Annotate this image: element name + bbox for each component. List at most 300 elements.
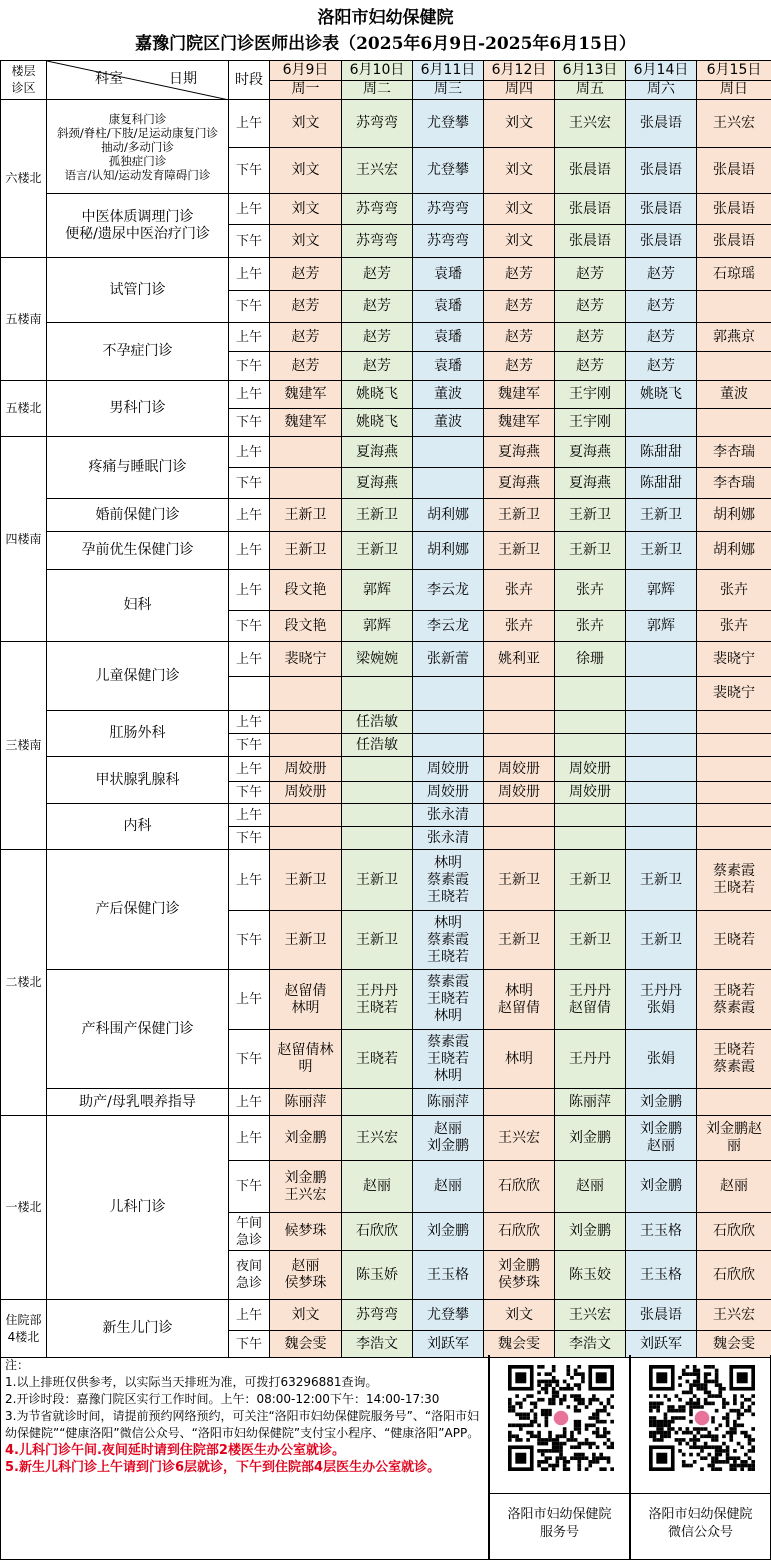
doctor-cell: 张晨语 bbox=[626, 225, 697, 258]
doctor-cell: 张晨语 bbox=[555, 225, 626, 258]
doctor-cell: 张晨语 bbox=[626, 1300, 697, 1331]
doctor-cell: 夏海燕 bbox=[484, 468, 555, 499]
doctor-cell bbox=[342, 804, 413, 827]
dept-label: 科室 bbox=[95, 71, 123, 87]
doctor-cell: 魏会雯 bbox=[697, 1331, 771, 1358]
doctor-cell: 赵丽 bbox=[342, 1161, 413, 1213]
doctor-cell: 刘金鹏 bbox=[555, 1116, 626, 1161]
floor-cell: 二楼北 bbox=[1, 850, 47, 1116]
doctor-cell: 夏海燕 bbox=[484, 437, 555, 468]
doctor-cell bbox=[697, 757, 771, 782]
table-row bbox=[1, 970, 771, 1030]
doctor-cell: 陈甜甜 bbox=[626, 468, 697, 499]
period-cell: 上午 bbox=[229, 381, 270, 409]
dept-cell: 男科门诊 bbox=[47, 381, 229, 437]
date-header: 6月14日 bbox=[626, 61, 697, 81]
dept-cell: 甲状腺乳腺科 bbox=[47, 757, 229, 804]
period-cell: 下午 bbox=[229, 782, 270, 804]
doctor-cell bbox=[342, 757, 413, 782]
period-cell: 下午 bbox=[229, 911, 270, 970]
doctor-cell: 张晨语 bbox=[697, 225, 771, 258]
weekday-header: 周二 bbox=[342, 80, 413, 100]
dept-cell: 儿科门诊 bbox=[47, 1116, 229, 1300]
doctor-cell bbox=[697, 352, 771, 381]
doctor-cell: 赵芳 bbox=[342, 291, 413, 323]
qr-service-caption: 洛阳市妇幼保健院 服务号 bbox=[490, 1493, 629, 1560]
qr-code-icon bbox=[508, 1365, 614, 1471]
weekday-header: 周三 bbox=[413, 80, 484, 100]
dept-date-header bbox=[47, 61, 229, 100]
doctor-cell: 李杏瑞 bbox=[697, 437, 771, 468]
doctor-cell bbox=[270, 437, 342, 468]
doctor-cell: 张晨语 bbox=[697, 148, 771, 194]
period-cell: 下午 bbox=[229, 1331, 270, 1358]
doctor-cell: 刘金鹏 bbox=[626, 1161, 697, 1213]
doctor-cell: 陈丽萍 bbox=[555, 1089, 626, 1116]
doctor-cell: 王丹丹 bbox=[555, 1030, 626, 1089]
period-cell: 上午 bbox=[229, 1300, 270, 1331]
doctor-cell: 赵芳 bbox=[270, 291, 342, 323]
doctor-cell: 袁璠 bbox=[413, 291, 484, 323]
notes-heading: 注： bbox=[5, 1358, 30, 1372]
doctor-cell: 张卉 bbox=[484, 570, 555, 611]
table-row bbox=[1, 804, 771, 827]
date-header: 6月10日 bbox=[342, 61, 413, 81]
doctor-cell: 刘文 bbox=[270, 148, 342, 194]
period-cell: 上午 bbox=[229, 437, 270, 468]
period-cell: 下午 bbox=[229, 409, 270, 437]
doctor-cell: 王新卫 bbox=[342, 532, 413, 570]
doctor-cell bbox=[626, 827, 697, 850]
doctor-cell bbox=[484, 804, 555, 827]
doctor-cell: 姚晓飞 bbox=[342, 381, 413, 409]
doctor-cell: 林明 蔡素霞 王晓若 bbox=[413, 850, 484, 911]
doctor-cell: 刘文 bbox=[270, 225, 342, 258]
doctor-cell: 赵芳 bbox=[626, 258, 697, 291]
doctor-cell: 赵丽 bbox=[555, 1161, 626, 1213]
doctor-cell bbox=[555, 804, 626, 827]
weekday-header: 周六 bbox=[626, 80, 697, 100]
note-5: 5.新生儿科门诊上午请到门诊6层就诊，下午到住院部4层医生办公室就诊。 bbox=[5, 1460, 441, 1475]
period-cell: 下午 bbox=[229, 611, 270, 642]
doctor-cell bbox=[413, 711, 484, 734]
dept-cell: 新生儿门诊 bbox=[47, 1300, 229, 1358]
doctor-cell: 林明 赵留倩 bbox=[484, 970, 555, 1030]
weekday-header: 周日 bbox=[697, 80, 771, 100]
doctor-cell: 王丹丹 王晓若 bbox=[342, 970, 413, 1030]
doctor-cell bbox=[270, 827, 342, 850]
doctor-cell: 王新卫 bbox=[555, 499, 626, 532]
doctor-cell: 石琼瑶 bbox=[697, 258, 771, 291]
doctor-cell: 赵芳 bbox=[342, 258, 413, 291]
doctor-cell: 刘跃军 bbox=[413, 1331, 484, 1358]
doctor-cell: 魏建军 bbox=[484, 409, 555, 437]
doctor-cell: 张卉 bbox=[697, 611, 771, 642]
doctor-cell: 裴晓宁 bbox=[270, 642, 342, 677]
doctor-cell: 王新卫 bbox=[270, 532, 342, 570]
floor-cell: 六楼北 bbox=[1, 100, 47, 258]
doctor-cell: 李杏瑞 bbox=[697, 468, 771, 499]
doctor-cell: 赵芳 bbox=[484, 291, 555, 323]
doctor-cell: 王晓若 蔡素霞 bbox=[697, 970, 771, 1030]
doctor-cell: 张永清 bbox=[413, 804, 484, 827]
doctor-cell: 林明 蔡素霞 王晓若 bbox=[413, 911, 484, 970]
doctor-cell: 陈丽萍 bbox=[270, 1089, 342, 1116]
period-cell: 上午 bbox=[229, 757, 270, 782]
doctor-cell bbox=[555, 677, 626, 711]
period-cell: 上午 bbox=[229, 1116, 270, 1161]
doctor-cell: 任浩敏 bbox=[342, 711, 413, 734]
doctor-cell: 袁璠 bbox=[413, 352, 484, 381]
doctor-cell: 胡利娜 bbox=[697, 532, 771, 570]
period-cell: 上午 bbox=[229, 258, 270, 291]
doctor-cell bbox=[697, 804, 771, 827]
doctor-cell: 魏建军 bbox=[270, 409, 342, 437]
doctor-cell: 裴晓宁 bbox=[697, 677, 771, 711]
period-header: 时段 bbox=[229, 61, 270, 100]
doctor-cell: 张卉 bbox=[697, 570, 771, 611]
doctor-cell bbox=[555, 827, 626, 850]
floor-cell: 一楼北 bbox=[1, 1116, 47, 1300]
date-header: 6月12日 bbox=[484, 61, 555, 81]
doctor-cell: 姚晓飞 bbox=[626, 381, 697, 409]
doctor-cell: 王新卫 bbox=[626, 532, 697, 570]
note-1: 1.以上排班仅供参考，以实际当天排班为准，可拨打63296881查询。 bbox=[5, 1375, 378, 1389]
period-cell: 下午 bbox=[229, 734, 270, 757]
dept-cell: 妇科 bbox=[47, 570, 229, 642]
doctor-cell: 赵芳 bbox=[270, 258, 342, 291]
table-row bbox=[1, 100, 771, 148]
doctor-cell: 梁婉婉 bbox=[342, 642, 413, 677]
doctor-cell: 刘文 bbox=[270, 100, 342, 148]
period-cell: 上午 bbox=[229, 804, 270, 827]
doctor-cell: 蔡素霞 王晓若 林明 bbox=[413, 1030, 484, 1089]
doctor-cell: 王新卫 bbox=[626, 911, 697, 970]
doctor-cell: 刘金鹏 王兴宏 bbox=[270, 1161, 342, 1213]
floor-header: 楼层 诊区 bbox=[1, 61, 47, 100]
doctor-cell: 赵芳 bbox=[270, 352, 342, 381]
dept-cell: 产后保健门诊 bbox=[47, 850, 229, 970]
dept-cell: 肛肠外科 bbox=[47, 711, 229, 757]
doctor-cell: 周姣册 bbox=[413, 757, 484, 782]
doctor-cell: 苏弯弯 bbox=[413, 194, 484, 225]
dept-cell: 康复科门诊 斜颈/脊柱/下肢/足运动康复门诊 抽动/多动门诊 孤独症门诊 语言/认知/运动发育障碍门诊 bbox=[47, 100, 229, 194]
qr-wechat-account bbox=[630, 1355, 771, 1560]
doctor-cell: 刘文 bbox=[484, 1300, 555, 1331]
period-cell: 下午 bbox=[229, 148, 270, 194]
weekday-header: 周一 bbox=[270, 80, 342, 100]
date-label: 日期 bbox=[169, 71, 197, 87]
doctor-cell: 王晓若 bbox=[697, 911, 771, 970]
doctor-cell: 郭辉 bbox=[626, 611, 697, 642]
doctor-cell: 陈丽萍 bbox=[413, 1089, 484, 1116]
doctor-cell: 王新卫 bbox=[484, 532, 555, 570]
doctor-cell: 赵芳 bbox=[270, 323, 342, 352]
doctor-cell: 石欣欣 bbox=[342, 1213, 413, 1251]
doctor-cell bbox=[413, 468, 484, 499]
doctor-cell: 赵芳 bbox=[555, 291, 626, 323]
period-cell: 夜间 急诊 bbox=[229, 1251, 270, 1300]
doctor-cell: 刘金鹏 侯梦珠 bbox=[484, 1251, 555, 1300]
doctor-cell: 刘金鹏 赵丽 bbox=[626, 1116, 697, 1161]
doctor-cell: 张永清 bbox=[413, 827, 484, 850]
doctor-cell: 张晨语 bbox=[555, 194, 626, 225]
table-row bbox=[1, 499, 771, 532]
doctor-cell: 张晨语 bbox=[697, 194, 771, 225]
period-cell: 下午 bbox=[229, 225, 270, 258]
doctor-cell: 魏会雯 bbox=[270, 1331, 342, 1358]
doctor-cell: 石欣欣 bbox=[697, 1251, 771, 1300]
doctor-cell: 林明 bbox=[484, 1030, 555, 1089]
doctor-cell bbox=[342, 1089, 413, 1116]
doctor-cell: 赵丽 bbox=[697, 1161, 771, 1213]
doctor-cell: 赵芳 bbox=[484, 258, 555, 291]
doctor-cell bbox=[555, 734, 626, 757]
doctor-cell bbox=[270, 804, 342, 827]
period-cell: 下午 bbox=[229, 468, 270, 499]
schedule-table bbox=[0, 60, 771, 1358]
doctor-cell: 石欣欣 bbox=[484, 1213, 555, 1251]
doctor-cell bbox=[626, 711, 697, 734]
doctor-cell: 周姣册 bbox=[413, 782, 484, 804]
doctor-cell: 蔡素霞 王晓若 bbox=[697, 850, 771, 911]
doctor-cell bbox=[270, 468, 342, 499]
doctor-cell: 张晨语 bbox=[626, 194, 697, 225]
table-row bbox=[1, 437, 771, 468]
dept-cell: 内科 bbox=[47, 804, 229, 850]
period-cell: 上午 bbox=[229, 499, 270, 532]
doctor-cell: 周姣册 bbox=[270, 757, 342, 782]
qr-code-icon bbox=[649, 1365, 755, 1471]
dept-cell: 试管门诊 bbox=[47, 258, 229, 323]
doctor-cell: 董波 bbox=[697, 381, 771, 409]
page-subtitle: 嘉豫门院区门诊医师出诊表（2025年6月9日-2025年6月15日） bbox=[135, 34, 636, 54]
doctor-cell: 赵芳 bbox=[555, 352, 626, 381]
doctor-cell: 张卉 bbox=[484, 611, 555, 642]
doctor-cell bbox=[484, 734, 555, 757]
doctor-cell: 郭辉 bbox=[342, 570, 413, 611]
table-row bbox=[1, 757, 771, 782]
doctor-cell bbox=[697, 734, 771, 757]
doctor-cell: 王新卫 bbox=[342, 911, 413, 970]
note-2: 2.开诊时段：嘉豫门院区实行工作时间。上午：08:00-12:00下午：14:00-17:30 bbox=[5, 1392, 440, 1406]
dept-cell: 儿童保健门诊 bbox=[47, 642, 229, 711]
doctor-cell bbox=[413, 677, 484, 711]
period-cell: 上午 bbox=[229, 532, 270, 570]
doctor-cell: 刘文 bbox=[270, 194, 342, 225]
doctor-cell: 王新卫 bbox=[342, 850, 413, 911]
doctor-cell: 赵芳 bbox=[484, 352, 555, 381]
doctor-cell bbox=[626, 734, 697, 757]
doctor-cell: 张晨语 bbox=[555, 148, 626, 194]
period-cell: 上午 bbox=[229, 570, 270, 611]
doctor-cell bbox=[413, 437, 484, 468]
doctor-cell: 赵留倩 林明 bbox=[270, 970, 342, 1030]
note-3: 3.为节省就诊时间，请提前预约网络预约，可关注“洛阳市妇幼保健院服务号”、“洛阳市妇幼保健院”“健康洛阳”微信公众号、“洛阳市妇幼保健院”支付宝小程序、“健康洛阳”APP。 bbox=[5, 1409, 480, 1440]
doctor-cell: 王新卫 bbox=[626, 499, 697, 532]
doctor-cell: 李浩文 bbox=[342, 1331, 413, 1358]
table-row bbox=[1, 1300, 771, 1331]
table-row bbox=[1, 570, 771, 611]
doctor-cell: 赵芳 bbox=[342, 352, 413, 381]
doctor-cell bbox=[270, 711, 342, 734]
doctor-cell: 赵芳 bbox=[555, 323, 626, 352]
doctor-cell: 王新卫 bbox=[555, 532, 626, 570]
doctor-cell: 徐珊 bbox=[555, 642, 626, 677]
dept-cell: 疼痛与睡眠门诊 bbox=[47, 437, 229, 499]
doctor-cell bbox=[626, 782, 697, 804]
doctor-cell: 夏海燕 bbox=[342, 437, 413, 468]
table-row bbox=[1, 194, 771, 225]
doctor-cell: 王兴宏 bbox=[697, 1300, 771, 1331]
doctor-cell: 夏海燕 bbox=[555, 437, 626, 468]
dept-cell: 助产/母乳喂养指导 bbox=[47, 1089, 229, 1116]
date-header: 6月11日 bbox=[413, 61, 484, 81]
doctor-cell: 魏建军 bbox=[270, 381, 342, 409]
doctor-cell: 周姣册 bbox=[270, 782, 342, 804]
doctor-cell: 陈甜甜 bbox=[626, 437, 697, 468]
doctor-cell: 姚利亚 bbox=[484, 642, 555, 677]
note-4: 4.儿科门诊午间.夜间延时请到住院部2楼医生办公室就诊。 bbox=[5, 1443, 345, 1458]
doctor-cell: 石欣欣 bbox=[484, 1161, 555, 1213]
doctor-cell: 王晓若 bbox=[342, 1030, 413, 1089]
weekday-header: 周五 bbox=[555, 80, 626, 100]
doctor-cell: 刘金鹏 bbox=[413, 1213, 484, 1251]
doctor-cell: 刘文 bbox=[484, 100, 555, 148]
doctor-cell: 苏弯弯 bbox=[342, 194, 413, 225]
doctor-cell: 王玉格 bbox=[626, 1251, 697, 1300]
doctor-cell: 郭辉 bbox=[342, 611, 413, 642]
doctor-cell: 蔡素霞 王晓若 林明 bbox=[413, 970, 484, 1030]
doctor-cell: 王兴宏 bbox=[697, 100, 771, 148]
table-row bbox=[1, 1116, 771, 1161]
doctor-cell: 王丹丹 张娟 bbox=[626, 970, 697, 1030]
doctor-cell: 苏弯弯 bbox=[342, 1300, 413, 1331]
period-cell: 下午 bbox=[229, 291, 270, 323]
doctor-cell: 董波 bbox=[413, 409, 484, 437]
page-title: 洛阳市妇幼保健院 bbox=[317, 8, 454, 28]
doctor-cell: 郭燕京 bbox=[697, 323, 771, 352]
table-row bbox=[1, 381, 771, 409]
period-cell: 上午 bbox=[229, 100, 270, 148]
doctor-cell: 王宇刚 bbox=[555, 381, 626, 409]
doctor-cell: 张晨语 bbox=[626, 100, 697, 148]
period-cell: 上午 bbox=[229, 642, 270, 677]
doctor-cell: 王兴宏 bbox=[342, 148, 413, 194]
doctor-cell: 袁璠 bbox=[413, 258, 484, 291]
doctor-cell: 王新卫 bbox=[342, 499, 413, 532]
period-cell bbox=[229, 677, 270, 711]
doctor-cell: 王兴宏 bbox=[484, 1116, 555, 1161]
doctor-cell: 王新卫 bbox=[484, 499, 555, 532]
doctor-cell bbox=[697, 1089, 771, 1116]
doctor-cell: 张娟 bbox=[626, 1030, 697, 1089]
doctor-cell: 周姣册 bbox=[555, 757, 626, 782]
doctor-cell: 刘金鹏 bbox=[270, 1116, 342, 1161]
doctor-cell: 刘文 bbox=[270, 1300, 342, 1331]
date-header: 6月13日 bbox=[555, 61, 626, 81]
doctor-cell bbox=[484, 677, 555, 711]
doctor-cell: 王新卫 bbox=[555, 850, 626, 911]
doctor-cell: 王新卫 bbox=[484, 911, 555, 970]
doctor-cell: 苏弯弯 bbox=[342, 100, 413, 148]
doctor-cell: 候梦珠 bbox=[270, 1213, 342, 1251]
doctor-cell: 尤登攀 bbox=[413, 100, 484, 148]
doctor-cell: 赵丽 刘金鹏 bbox=[413, 1116, 484, 1161]
doctor-cell: 赵芳 bbox=[626, 352, 697, 381]
doctor-cell: 王丹丹 赵留倩 bbox=[555, 970, 626, 1030]
doctor-cell: 郭辉 bbox=[626, 570, 697, 611]
period-cell: 上午 bbox=[229, 850, 270, 911]
doctor-cell: 赵芳 bbox=[484, 323, 555, 352]
doctor-cell: 胡利娜 bbox=[413, 532, 484, 570]
table-row bbox=[1, 711, 771, 734]
doctor-cell: 周姣册 bbox=[484, 757, 555, 782]
table-row bbox=[1, 258, 771, 291]
period-cell: 下午 bbox=[229, 1030, 270, 1089]
doctor-cell bbox=[697, 711, 771, 734]
doctor-cell bbox=[270, 677, 342, 711]
doctor-cell: 王新卫 bbox=[626, 850, 697, 911]
doctor-cell: 刘文 bbox=[484, 194, 555, 225]
doctor-cell: 王玉格 bbox=[626, 1213, 697, 1251]
doctor-cell: 任浩敏 bbox=[342, 734, 413, 757]
doctor-cell bbox=[626, 677, 697, 711]
doctor-cell bbox=[697, 291, 771, 323]
doctor-cell bbox=[626, 642, 697, 677]
doctor-cell bbox=[484, 1089, 555, 1116]
period-cell: 午间 急诊 bbox=[229, 1213, 270, 1251]
doctor-cell: 王兴宏 bbox=[555, 100, 626, 148]
period-cell: 上午 bbox=[229, 323, 270, 352]
doctor-cell: 刘跃军 bbox=[626, 1331, 697, 1358]
dept-cell: 中医体质调理门诊 便秘/遗尿中医治疗门诊 bbox=[47, 194, 229, 258]
qr-wechat-caption: 洛阳市妇幼保健院 微信公众号 bbox=[631, 1493, 770, 1560]
doctor-cell: 赵芳 bbox=[342, 323, 413, 352]
doctor-cell: 陈玉娇 bbox=[342, 1251, 413, 1300]
period-cell: 上午 bbox=[229, 970, 270, 1030]
date-header: 6月9日 bbox=[270, 61, 342, 81]
doctor-cell: 赵芳 bbox=[555, 258, 626, 291]
dept-cell: 孕前优生保健门诊 bbox=[47, 532, 229, 570]
doctor-cell: 李云龙 bbox=[413, 611, 484, 642]
doctor-cell bbox=[697, 409, 771, 437]
doctor-cell: 赵芳 bbox=[626, 291, 697, 323]
doctor-cell bbox=[270, 734, 342, 757]
table-row bbox=[1, 850, 771, 911]
doctor-cell: 石欣欣 bbox=[697, 1213, 771, 1251]
period-cell: 下午 bbox=[229, 352, 270, 381]
floor-cell: 五楼北 bbox=[1, 381, 47, 437]
date-header: 6月15日 bbox=[697, 61, 771, 81]
doctor-cell bbox=[342, 782, 413, 804]
doctor-cell bbox=[626, 757, 697, 782]
doctor-cell: 王新卫 bbox=[270, 499, 342, 532]
table-row bbox=[1, 642, 771, 677]
doctor-cell: 陈玉姣 bbox=[555, 1251, 626, 1300]
table-row bbox=[1, 1089, 771, 1116]
doctor-cell: 袁璠 bbox=[413, 323, 484, 352]
doctor-cell bbox=[484, 711, 555, 734]
diagonal-divider bbox=[47, 61, 229, 100]
doctor-cell: 刘金鹏 bbox=[626, 1089, 697, 1116]
notes-panel bbox=[0, 1355, 489, 1560]
doctor-cell: 尤登攀 bbox=[413, 1300, 484, 1331]
doctor-cell: 段文艳 bbox=[270, 611, 342, 642]
doctor-cell: 姚晓飞 bbox=[342, 409, 413, 437]
period-cell: 上午 bbox=[229, 1089, 270, 1116]
doctor-cell bbox=[342, 827, 413, 850]
